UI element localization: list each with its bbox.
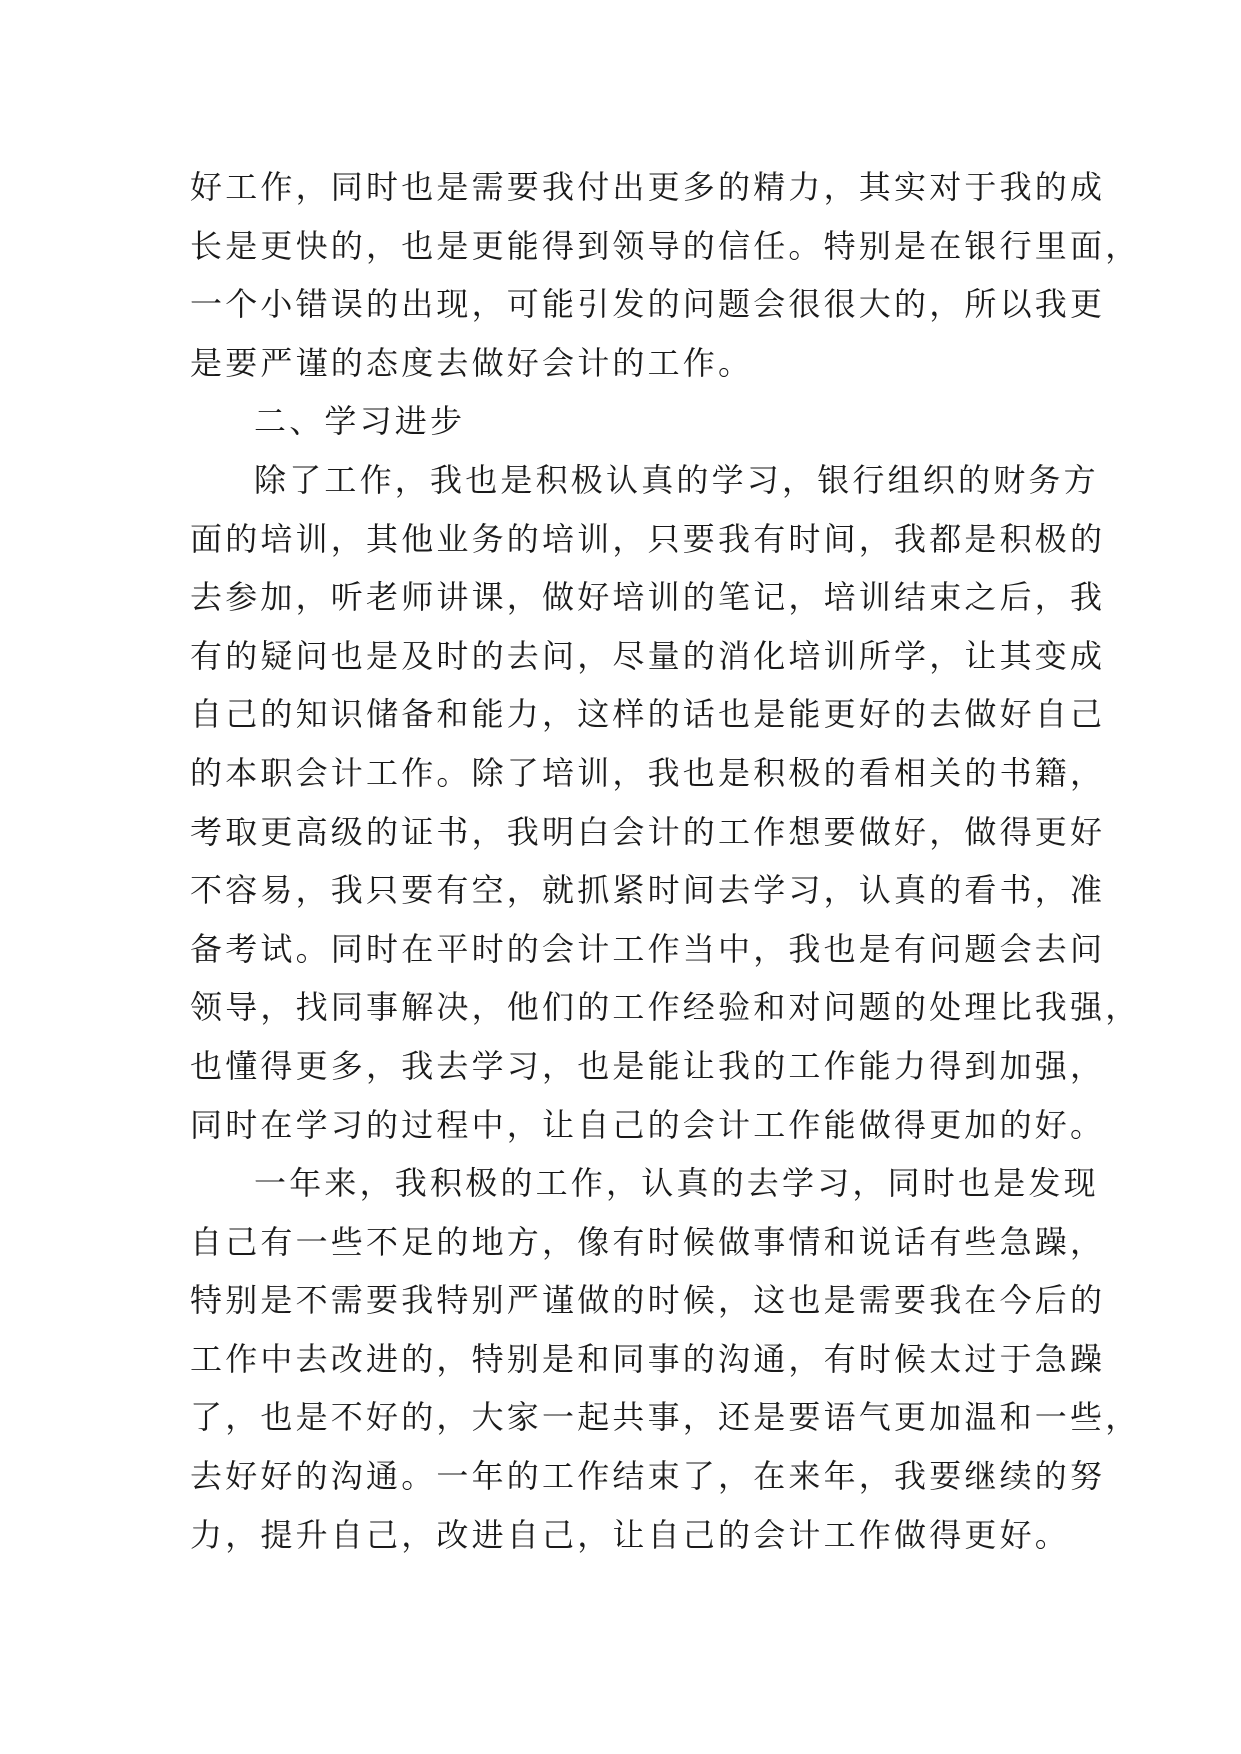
text-line: 好工作，同时也是需要我付出更多的精力，其实对于我的成 <box>190 168 1106 206</box>
text-line: 了，也是不好的，大家一起共事，还是要语气更加温和一些， <box>190 1398 1141 1437</box>
text-line: 力，提升自己，改进自己，让自己的会计工作做得更好。 <box>190 1515 1071 1554</box>
text-line: 同时在学习的过程中，让自己的会计工作能做得更加的好。 <box>190 1105 1106 1144</box>
text-line: 一年来，我积极的工作，认真的去学习，同时也是发现 <box>254 1164 1099 1203</box>
text-line: 自己的知识储备和能力，这样的话也是能更好的去做好自己 <box>190 695 1106 734</box>
text-line: 自己有一些不足的地方，像有时候做事情和说话有些急躁， <box>190 1222 1106 1261</box>
text-line: 备考试。同时在平时的会计工作当中，我也是有问题会去问 <box>190 929 1106 968</box>
text-line: 面的培训，其他业务的培训，只要我有时间，我都是积极的 <box>190 519 1106 558</box>
text-line: 不容易，我只要有空，就抓紧时间去学习，认真的看书，准 <box>190 871 1106 910</box>
text-line: 特别是不需要我特别严谨做的时候，这也是需要我在今后的 <box>190 1281 1106 1320</box>
text-line: 长是更快的，也是更能得到领导的信任。特别是在银行里面， <box>190 226 1141 265</box>
text-line: 一个小错误的出现，可能引发的问题会很很大的，所以我更 <box>190 285 1106 324</box>
text-line: 去好好的沟通。一年的工作结束了，在来年，我要继续的努 <box>190 1457 1106 1496</box>
text-line: 是要严谨的态度去做好会计的工作。 <box>190 343 754 382</box>
section-heading: 二、学习进步 <box>254 402 466 441</box>
text-line: 去参加，听老师讲课，做好培训的笔记，培训结束之后，我 <box>190 578 1106 617</box>
text-line: 除了工作，我也是积极认真的学习，银行组织的财务方 <box>254 460 1099 499</box>
text-line: 考取更高级的证书，我明白会计的工作想要做好，做得更好 <box>190 812 1106 851</box>
text-line: 工作中去改进的，特别是和同事的沟通，有时候太过于急躁 <box>190 1339 1106 1378</box>
text-line: 领导，找同事解决，他们的工作经验和对问题的处理比我强， <box>190 988 1141 1027</box>
text-line: 也懂得更多，我去学习，也是能让我的工作能力得到加强， <box>190 1046 1106 1085</box>
body-text <box>190 158 1141 1564</box>
text-line: 有的疑问也是及时的去问，尽量的消化培训所学，让其变成 <box>190 636 1106 675</box>
text-line: 的本职会计工作。除了培训，我也是积极的看相关的书籍， <box>190 753 1106 792</box>
